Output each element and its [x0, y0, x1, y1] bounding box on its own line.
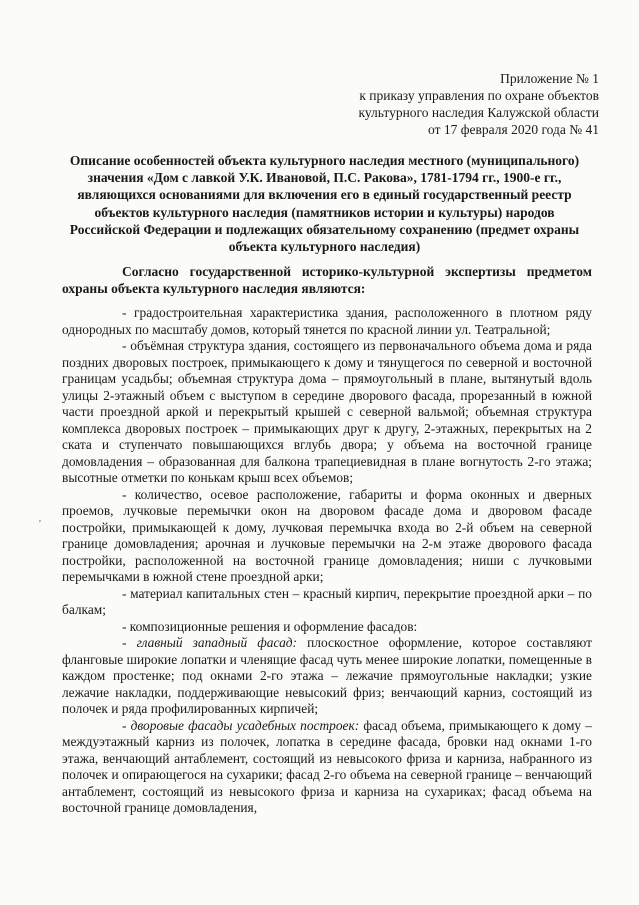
appendix-order-ref: к приказу управления по охране объектов — [359, 88, 599, 103]
document-title: Описание особенностей объекта культурного наследия местного (муниципального) значения «Дом с лавкой У.К. Ивановой, П.С. Ракова», 1781-1794 гг., 1900-е гг., являющихся основаниями для включения его в единый государственный реестр объектов культурного наследия (памятников истории и культуры) народов Российской Федерации и подлежащих обязательному сохранению (предмет охраны объекта культурного наследия) — [69, 153, 580, 255]
facade-label-courtyard: - дворовые фасады усадебных построек: — [122, 717, 360, 733]
paragraph: - материал капитальных стен – красный кирпич, перекрытие проездной арки – по балкам; — [62, 585, 592, 617]
document-body — [62, 305, 592, 817]
appendix-authority: культурного наследия Калужской области — [358, 105, 599, 120]
paragraph: - главный западный фасад: плоскостное оформление, которое составляют фланговые широкие лопатки и членящие фасад чуть менее широкие лопатки, помещенные в каждом простенке; под окнами 2-го этажа – лежачие прямоугольные накладки; узкие лежачие накладки, поддерживающие невысокий фриз; венчающий карниз, состоящий из полочек и ряда профилированных кирпичей; — [62, 635, 592, 716]
paragraph: - композиционные решения и оформление фасадов: — [122, 618, 418, 634]
paragraph: - количество, осевое расположение, габариты и форма оконных и дверных проемов, лучковые перемычки окон на дворовом фасаде дома и дворовом фасаде постройки, примыкающей к дому, лучковая перемычка входа во 2-й объем на северной границе домовладения; арочная и лучковые перемычки на 2-м этаже дворового фасада постройки, расположенной на восточной границе домовладения; ниши с лучковыми перемычками в южной стене проездной арки; — [62, 486, 592, 584]
appendix-header — [358, 70, 599, 138]
section-heading: Согласно государственной историко-культурной экспертизы предметом охраны объекта культурного наследия являются: — [62, 264, 592, 296]
paragraph: - градостроительная характеристика здания, расположенного в плотном ряду однородных по масштабу домов, который тянется по красной линии ул. Театральной; — [62, 305, 592, 337]
facade-label-west: - главный западный фасад: — [122, 635, 298, 650]
paragraph: - дворовые фасады усадебных построек: фасад объема, примыкающего к дому – междуэтажный карниз из полочек, лопатка в середине фасада, бровки над окнами 1-го этажа, венчающий антаблемент, состоящий из невысокого фриза и карниза, набранного из полочек и опирающегося на сухарики; фасад 2-го объема на северной границе – венчающий антаблемент, состоящий из невысокого фриза и карниза на сухариках; фасад объема на восточной границе домовладения, — [62, 717, 592, 815]
paragraph: - объёмная структура здания, состоящего из первоначального объема дома и ряда поздних дворовых построек, примыкающего к дому и тянущегося по северной и восточной границам усадьбы; объемная структура дома – прямоугольный в плане, вытянутый вдоль улицы 2-этажный объем с выступом в середине дворового фасада, прорезанный в южной части проездной аркой и перекрытый крышей с северной вальмой; объемная структура комплекса дворовых построек – примыкающих друг к другу, 2-этажных, перекрытых на 2 ската и ступенчато повышающихся вглубь двора; у объема на восточной границе домовладения – образованная для балкона трапециевидная в плане вогнутость 2-го этажа; высотные отметки по конькам крыш всех объемов; — [62, 338, 592, 485]
appendix-number: Приложение № 1 — [500, 71, 599, 86]
margin-mark: ʼ — [38, 518, 42, 530]
appendix-date: от 17 февраля 2020 года № 41 — [428, 122, 599, 137]
